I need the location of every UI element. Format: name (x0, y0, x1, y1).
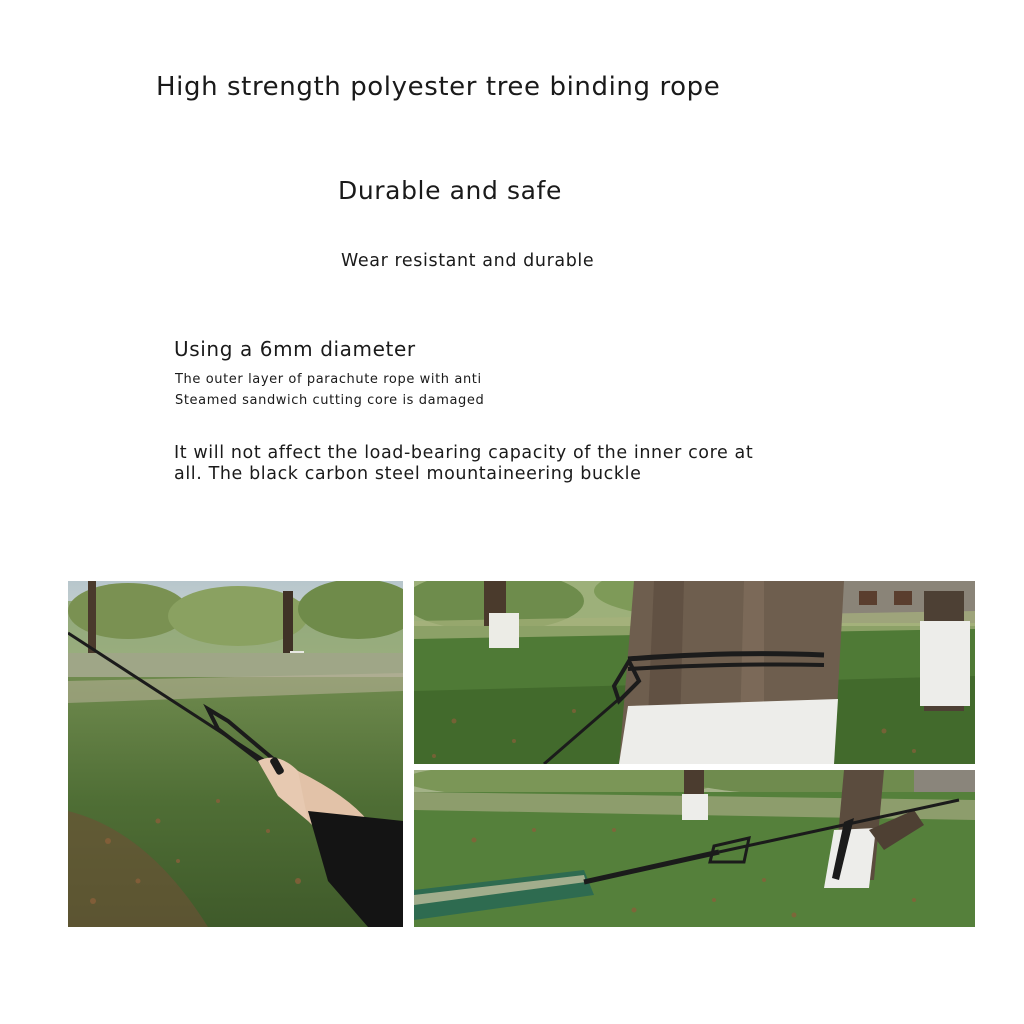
photo-hammock-strap-image (414, 770, 975, 927)
photo-rope-on-tree (414, 581, 975, 764)
feature-load-bearing: It will not affect the load-bearing capacity of the inner core at all. The black carbon steel mountaineering buckle (174, 443, 754, 484)
photo-hammock-strap (414, 770, 975, 927)
feature-diameter-title: Using a 6mm diameter (174, 337, 416, 361)
product-title: High strength polyester tree binding rope (156, 72, 721, 102)
photo-rope-on-tree-image (414, 581, 975, 764)
feature-wear-resistant: Wear resistant and durable (341, 251, 595, 271)
product-subtitle: Durable and safe (338, 176, 562, 205)
photo-hand-pulling-rope (68, 581, 403, 927)
photo-hand-pulling-rope-image (68, 581, 403, 927)
feature-diameter-detail: The outer layer of parachute rope with anti Steamed sandwich cutting core is damaged (175, 372, 485, 408)
